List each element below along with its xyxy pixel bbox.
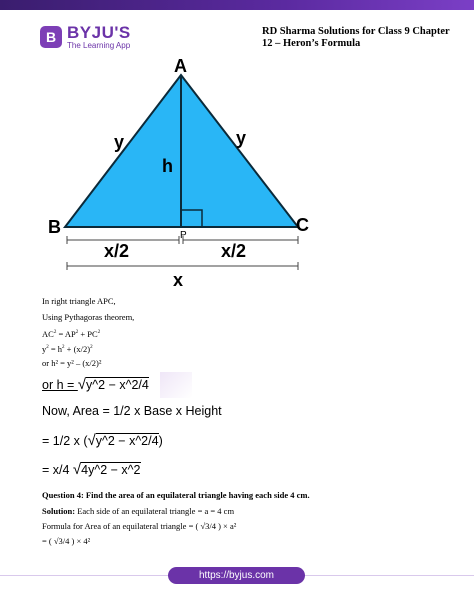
equation-pythagoras: $AC^2 = AP^2 + PC^2$ (42, 328, 101, 339)
formula-h: or h = √y^2 − x^2/4 (42, 376, 149, 393)
brand-name: BYJU'S (67, 23, 131, 42)
formula-equilateral: Formula for Area of an equilateral triangle = ( √3/4 ) × a² (42, 521, 237, 531)
byjus-logo (40, 24, 131, 50)
foot-label-p: P (180, 230, 187, 241)
footer-url-link[interactable]: https://byjus.com (168, 567, 305, 584)
question-heading: Question 4: Find the area of an equilateral triangle having each side 4 cm. (42, 490, 310, 500)
side-label-right: y (236, 128, 247, 148)
half-right-label: x/2 (221, 241, 247, 261)
formula-area-final: = x/4 √4y^2 − x^2 (42, 461, 141, 478)
brand-tagline: The Learning App (67, 41, 131, 50)
formula-area-sub: = 1/2 x (√y^2 − x^2/4) (42, 432, 163, 449)
height-label: h (162, 156, 173, 176)
solution-line: Solution: Each side of an equilateral triangle = a = 4 cm (42, 506, 235, 516)
vertex-label-c: C (296, 215, 309, 235)
equation-y-squared: $y^2 = h^2 + (x/2)^2$ (42, 343, 93, 354)
faint-decoration (160, 372, 192, 398)
sqrt-symbol: √ (77, 376, 87, 393)
side-label-left: y (114, 132, 125, 152)
substitution-line: = ( √3/4 ) × 4² (42, 536, 91, 546)
page-header-title: RD Sharma Solutions for Class 9 Chapter 12 – Heron’s Formula (262, 26, 450, 49)
text-line-1: In right triangle APC, (42, 296, 116, 306)
top-banner-bar (0, 0, 474, 10)
logo-mark-icon (40, 26, 62, 48)
half-left-label: x/2 (104, 241, 130, 261)
formula-area-def: Now, Area = 1/2 x Base x Height (42, 404, 222, 418)
triangle-figure (40, 55, 320, 290)
vertex-label-b: B (48, 217, 61, 237)
text-line-2: Using Pythagoras theorem, (42, 312, 135, 322)
logo-mark-letter: B (45, 29, 57, 45)
text-line-h-squared: or h² = y² – (x/2)² (42, 358, 102, 368)
base-label: x (173, 270, 184, 290)
vertex-label-a: A (174, 56, 187, 76)
